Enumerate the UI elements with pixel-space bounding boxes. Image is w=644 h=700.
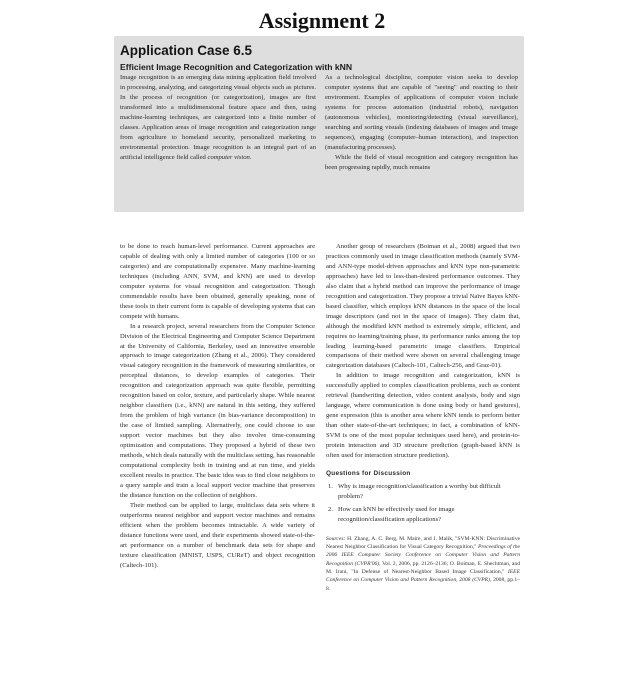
intro-right-paragraph-2: While the field of visual recognition and category recognition has been progressing rapidly, much remains [325, 153, 518, 171]
sources-citation [326, 535, 520, 593]
question-number: 1. [328, 482, 333, 490]
case-title: Application Case 6.5 [120, 43, 253, 58]
intro-right-paragraph-1: As a technological discipline, computer vision seeks to develop computer systems that are capable of "seeing" and reacting to their environment. Examples of applications of computer vision include systems for process automation (industrial robots), navigation (autonomous vehicles), monitoring/detecting (visual surveillance), searching and sorting visuals (indexing databases of images and image sequences), engaging (computer–human interaction), and inspection (manufacturing processes). [325, 74, 518, 151]
intro-left-text: Image recognition is an emerging data mining application field involved in processing, analyzing, and categorizing visual objects such as pictures. In the process of recognition (or categorization), images are first transformed into a multidimensional feature space and then, using machine-learning techniques, are categorized into a finite number of classes. Application areas of image recognition and categorization range from agriculture to homeland security, personalized marketing to environmental protection. Image recognition is an integral part of an artificial intelligence field called [120, 74, 316, 161]
body-left-column [120, 242, 315, 570]
question-item [326, 505, 520, 525]
body-left-paragraph-1: to be done to reach human-level performance. Current approaches are capable of dealing with only a limited number of categories (100 or so categories) and are computationally expensive. Many machine-learning techniques (including ANN, SVM, and kNN) are used to develop computer systems for visual recognition and categorization. Though commendable results have been obtained, generally speaking, none of these tools in their current form is capable of developing systems that can compete with humans. [120, 243, 315, 320]
question-item [326, 482, 520, 502]
source-1-venue: Proceedings of the 2006 IEEE Computer Society Conference on Computer Vision and Pattern Recognition (CVPR'06) [326, 544, 520, 567]
case-subtitle: Efficient Image Recognition and Categorization with kNN [120, 62, 353, 72]
questions-heading: Questions for Discussion [326, 469, 411, 477]
source-2-venue: IEEE Conference on Computer Vision and Pattern Recognition, 2008 (CVPR) [326, 568, 520, 584]
body-right-paragraph-2: In addition to image recognition and categorization, kNN is successfully applied to complex classification problems, such as content retrieval (handwriting detection, video content analysis, body and sign language, where communication is done using body or hand gestures), gene expression (this is another area where kNN tends to perform better than other state-of-the-art techniques; in fact, a combination of kNN-SVM is one of the most popular techniques used here), and protein-to-protein interaction and 3D structure prediction (graph-based kNN is often used for interaction structure prediction). [326, 372, 520, 460]
intro-left-paragraph [120, 73, 316, 163]
body-right-column [326, 242, 520, 593]
question-text: Why is image recognition/classification a worthy but difficult problem? [338, 482, 501, 500]
source-1-text: H. Zhang, A. C. Berg, M. Maire, and J. Malik, "SVM-KNN: Discriminative Nearest Neighbor Classification for Visual Category Recognition," [326, 535, 520, 551]
body-left-paragraph-3: Their method can be applied to large, multiclass data sets where it outperforms nearest neighbor and support vector machines and remains efficient when the problem becomes intractable. A wide variety of distance functions were used, and their experiments showed state-of-the-art performance on a number of benchmark data sets for shape and texture classification (MNIST, USPS, CUReT) and object recognition (Caltech-101). [120, 501, 315, 569]
body-right-paragraph-1: Another group of researchers (Boiman et al., 2008) argued that two practices commonly used in image classification methods (namely SVM- and ANN-type model-driven approaches and kNN type non-parametric approaches) have led to less-than-desired performance outcomes. They also claim that a hybrid method can improve the performance of image recognition and categorization. They propose a trivial Naïve Bayes kNN-based classifier, which employs kNN distances in the space of the local image descriptors (and not in the space of images). They claim that, although the modified kNN method is extremely simple, efficient, and requires no learning/training phase, its performance ranks among the top leading learning-based parametric image classifiers. Empirical comparisons of their method were shown on several challenging image categorization databases (Caltech-101, Caltech-256, and Graz-01). [326, 243, 520, 370]
intro-left-end: . [249, 153, 252, 161]
question-text: How can kNN be effectively used for image recognition/classification applications? [338, 505, 455, 523]
intro-left-italic: computer vision [207, 153, 250, 161]
question-number: 2. [328, 505, 333, 513]
body-left-paragraph-2: In a research project, several researchers from the Computer Science Division of the Electrical Engineering and Computer Science Department at the University of California, Berkeley, used an innovative ensemble approach to image categorization (Zhang et al., 2006). They considered visual category recognition in the framework of measuring similarities, or perceptual distances, to develop examples of categories. Their recognition and categorization approach was quite flexible, permitting recognition based on color, texture, and particularly shape. While nearest neighbor classifiers (i.e., kNN) are natural in this setting, they suffered from the problem of high variance (in bias-variance decomposition) in the case of limited sampling. Alternatively, one could choose to use support vector machines but they also involve time-consuming optimization and computations. They proposed a hybrid of these two methods, which deals naturally with the multiclass setting, has reasonable computational complexity both in training and at run time, and yields excellent results in practice. The basic idea was to find close neighbors to a query sample and train a local support vector machine that preserves the distance function on the collection of neighbors. [120, 322, 315, 499]
source-2-details: , 2008, pp.1–8. [326, 577, 520, 592]
intro-right-column [325, 73, 518, 173]
sources-label: Sources: [326, 535, 346, 542]
source-1-details: , Vol. 2, 2006, pp. 2126–2136; O. Boiman, E. Shechtman, and M. Irani, "In Defense of Nearest-Neighbor Based Image Classification," [326, 560, 520, 575]
intro-left-column [120, 73, 316, 163]
assignment-title: Assignment 2 [258, 8, 386, 33]
